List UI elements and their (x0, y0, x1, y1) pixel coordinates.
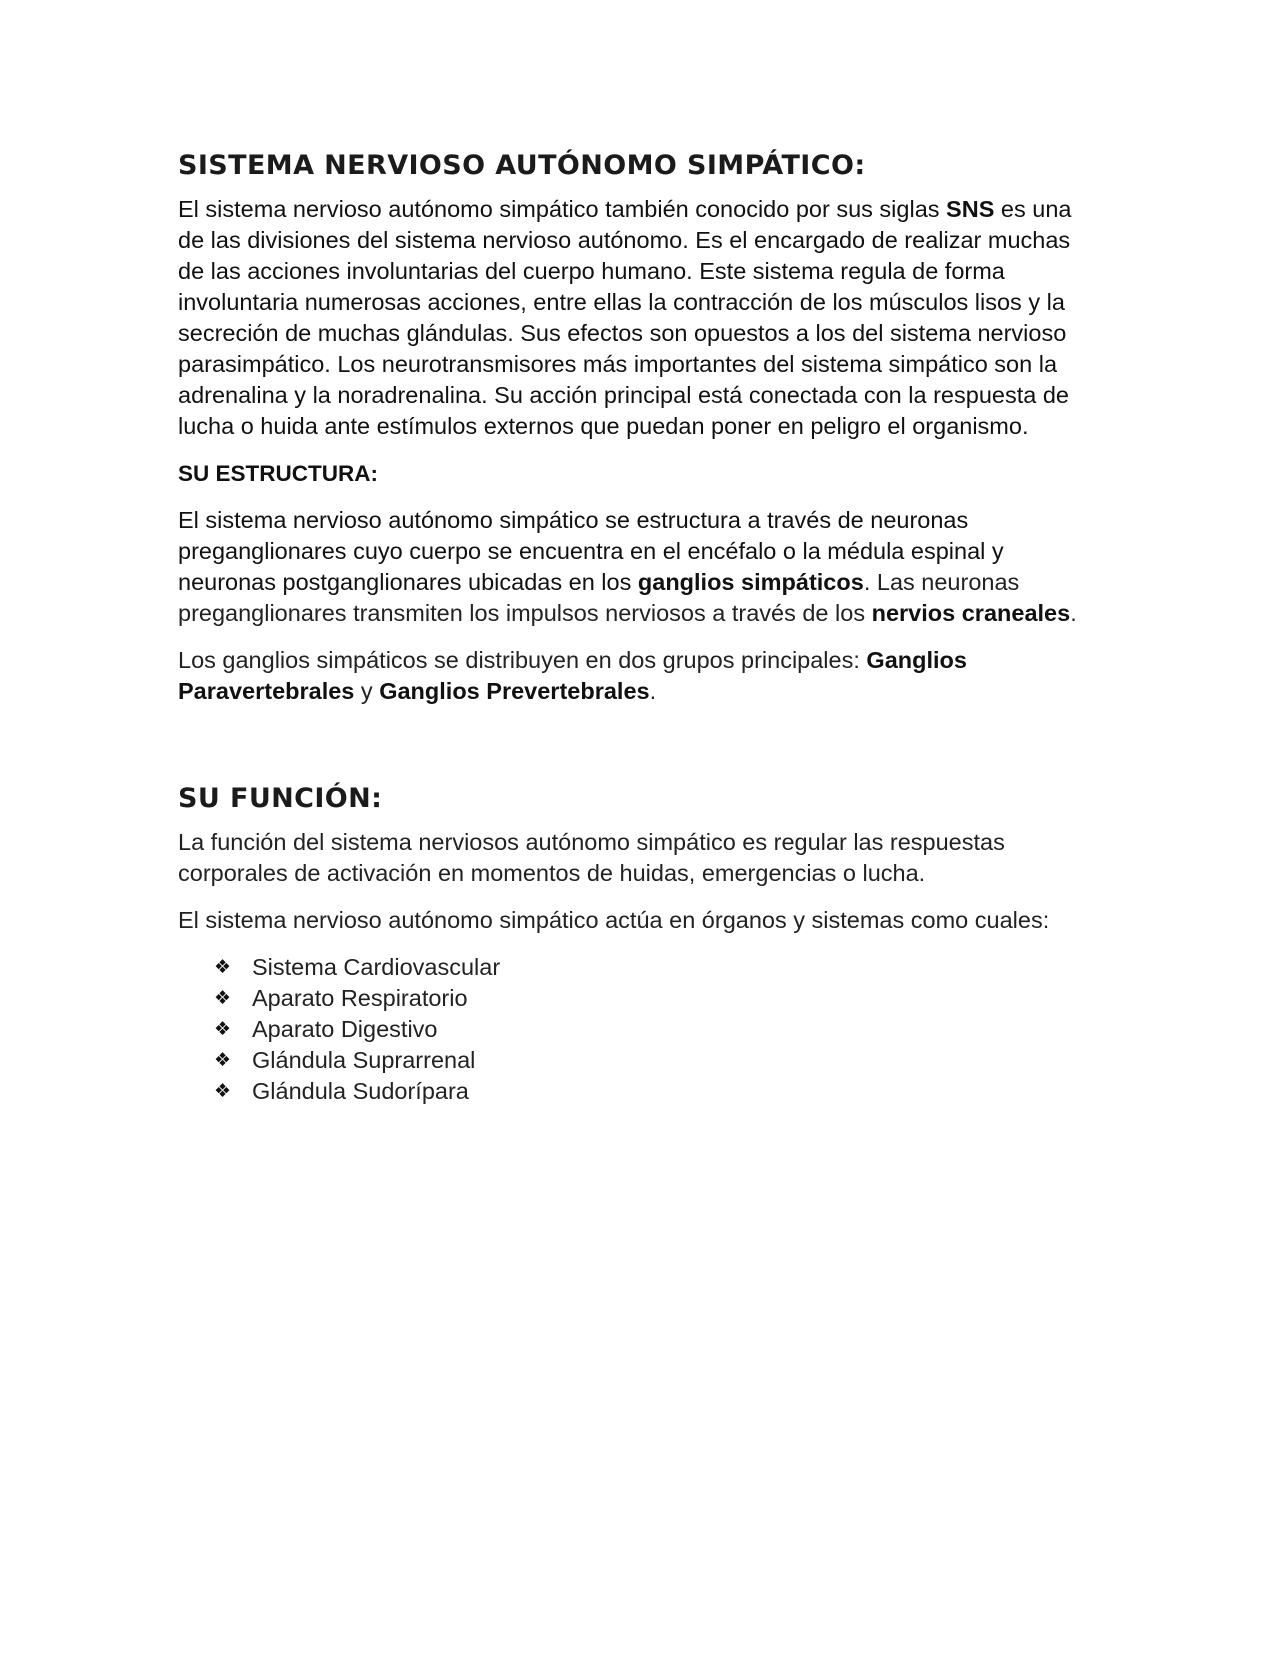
list-item (214, 983, 1098, 1014)
list-item-label: Aparato Digestivo (252, 1016, 438, 1042)
estructura-p1-bold-2: nervios craneales (871, 600, 1071, 626)
list-item (214, 1076, 1098, 1107)
estructura-p2-bold-2: Ganglios Prevertebrales (379, 678, 650, 704)
section-spacer (178, 723, 1098, 779)
diamond-dots-bullet-icon: ❖ (214, 1018, 232, 1040)
list-item (214, 952, 1098, 983)
diamond-dots-bullet-icon: ❖ (214, 956, 232, 978)
estructura-p1-text-1: El sistema nervioso autónomo simpático se estructura a través de neuronas preganglionares cuyo cuerpo se encuentra en el encéfalo o la médula espinal y neuronas postganglionares ubicadas en los (178, 507, 1004, 595)
estructura-p2-bold-1: Ganglios Paravertebrales (178, 647, 967, 704)
document-content (178, 146, 1098, 1107)
estructura-p1-text-3: . (1070, 600, 1077, 626)
list-item-label: Sistema Cardiovascular (252, 954, 501, 980)
estructura-heading: SU ESTRUCTURA: (178, 461, 378, 486)
intro-bold-sns: SNS (946, 196, 995, 222)
diamond-dots-bullet-icon: ❖ (214, 1049, 232, 1071)
estructura-p2-text-2: y (354, 678, 380, 704)
estructura-paragraph-2 (178, 645, 1098, 707)
document-title: SISTEMA NERVIOSO AUTÓNOMO SIMPÁTICO: (178, 150, 866, 181)
diamond-dots-bullet-icon: ❖ (214, 1080, 232, 1102)
organ-list (178, 952, 1098, 1107)
intro-paragraph (178, 194, 1098, 442)
estructura-p2-text-3: . (649, 678, 657, 704)
list-item (214, 1045, 1098, 1076)
funcion-paragraph-1: La función del sistema nerviosos autónomo simpático es regular las respuestas corporales de activación en momentos de huidas, emergencias o lucha. (178, 829, 1005, 886)
list-item-label: Glándula Sudorípara (252, 1078, 469, 1104)
intro-text-2: es una de las divisiones del sistema nervioso autónomo. Es el encargado de realizar muchas de las acciones involuntarias del cuerpo humano. Este sistema regula de forma involuntaria numerosas acciones, entre ellas la contracción de los músculos lisos y la secreción de muchas glándulas. Sus efectos son opuestos a los del sistema nervioso parasimpático. Los neurotransmisores más importantes del sistema simpático son la adrenalina y la noradrenalina. Su acción principal está conectada con la respuesta de lucha o huida ante estímulos externos que puedan poner en peligro el organismo. (178, 196, 1072, 439)
funcion-heading: SU FUNCIÓN: (178, 783, 383, 814)
list-item (214, 1014, 1098, 1045)
estructura-p1-text-2: . Las neuronas preganglionares transmiten los impulsos nerviosos a través de los (178, 569, 1020, 626)
estructura-paragraph-1 (178, 505, 1098, 629)
funcion-paragraph-2: El sistema nervioso autónomo simpático actúa en órganos y sistemas como cuales: (178, 907, 1050, 933)
diamond-dots-bullet-icon: ❖ (214, 987, 232, 1009)
estructura-p1-bold-1: ganglios simpáticos (637, 569, 864, 595)
estructura-p2-text-1: Los ganglios simpáticos se distribuyen en dos grupos principales: (178, 647, 867, 673)
list-item-label: Aparato Respiratorio (252, 985, 468, 1011)
intro-text-1: El sistema nervioso autónomo simpático también conocido por sus siglas (178, 196, 947, 222)
list-item-label: Glándula Suprarrenal (252, 1047, 476, 1073)
